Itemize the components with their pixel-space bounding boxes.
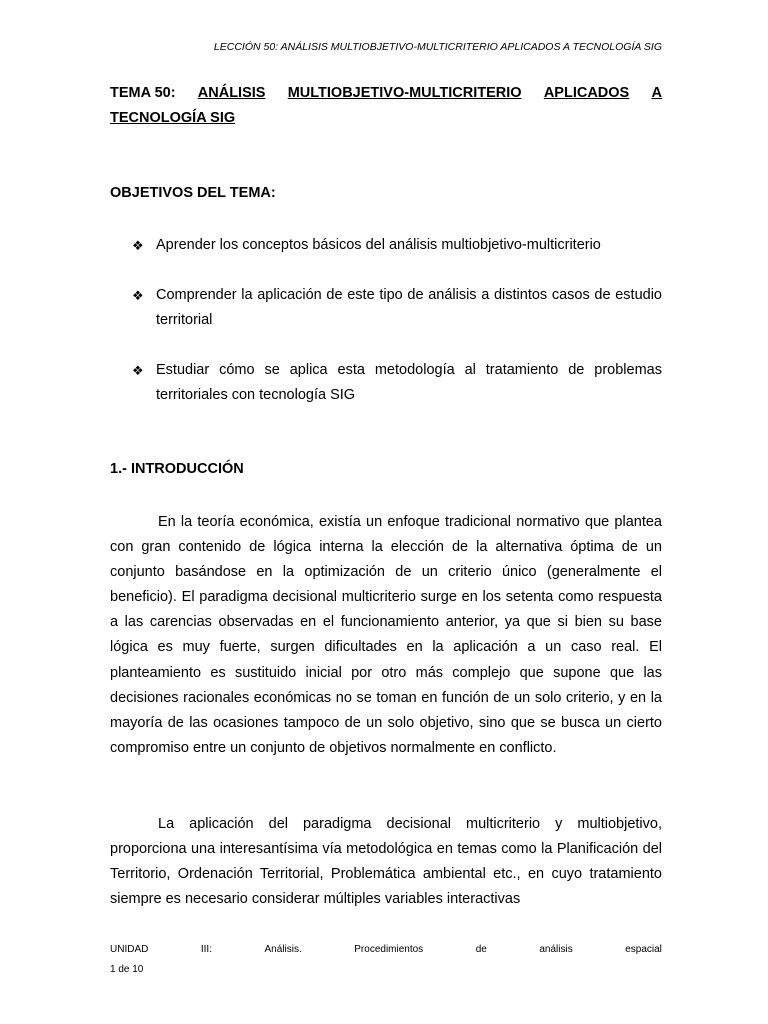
title-first-line: [110, 81, 662, 106]
footer-word: III:: [200, 944, 212, 955]
list-item: [132, 233, 662, 258]
objective-text: Comprender la aplicación de este tipo de análisis a distintos casos de estudio territorial: [156, 287, 662, 328]
objective-text: Aprender los conceptos básicos del análisis multiobjetivo-multicriterio: [156, 237, 601, 253]
objectives-list: [132, 233, 662, 433]
running-header: LECCIÓN 50: ANÁLISIS MULTIOBJETIVO-MULTICRITERIO APLICADOS A TECNOLOGÍA SIG: [213, 41, 662, 53]
diamond-bullet-icon: ❖: [132, 238, 144, 253]
title-word: A: [651, 85, 662, 101]
footer-word: análisis: [539, 944, 573, 955]
paragraph: En la teoría económica, existía un enfoque tradicional normativo que plantea con gran contenido de lógica interna la elección de la alternativa óptima de un conjunto basándose en la optimización de un criterio único (generalmente el beneficio). El paradigma decisional multicriterio surge en los setenta como respuesta a las carencias observadas en el funcionamiento anterior, ya que si bien su base lógica es muy fuerte, surgen dificultades en la aplicación a un caso real. El planteamiento es sustituido inicial por otro más complejo que supone que las decisiones racionales económicas no se toman en función de un solo criterio, y en la mayoría de las ocasiones tampoco de un solo objetivo, sino que se busca un cierto compromiso entre un conjunto de objetivos normalmente en conflicto.: [110, 514, 662, 756]
objective-text: Estudiar cómo se aplica esta metodología al tratamiento de problemas territoriales con tecnología SIG: [156, 362, 662, 403]
diamond-bullet-icon: ❖: [132, 288, 144, 303]
title-word: ANÁLISIS: [197, 85, 266, 101]
footer: [110, 944, 662, 955]
page-number: 1 de 10: [110, 964, 144, 975]
footer-word: Procedimientos: [354, 944, 424, 955]
footer-word: de: [475, 944, 487, 955]
footer-word: Análisis.: [264, 944, 302, 955]
paragraph: La aplicación del paradigma decisional multicriterio y multiobjetivo, proporciona una interesantísima vía metodológica en temas como la Planificación del Territorio, Ordenación Territorial, Problemática ambiental etc., en cuyo tratamiento siempre es necesario considerar múltiples variables interactivas: [110, 816, 662, 908]
title-word: MULTIOBJETIVO-MULTICRITERIO: [287, 85, 522, 101]
section-heading-introduction: 1.- INTRODUCCIÓN: [110, 461, 244, 477]
objectives-heading: OBJETIVOS DEL TEMA:: [110, 185, 276, 201]
footer-word: espacial: [625, 944, 662, 955]
footer-word: UNIDAD: [110, 944, 149, 955]
page-title: [110, 81, 662, 131]
list-item: [132, 358, 662, 408]
title-prefix: TEMA 50:: [110, 85, 176, 101]
title-word: APLICADOS: [543, 85, 630, 101]
title-second-line: TECNOLOGÍA SIG: [110, 110, 236, 126]
list-item: [132, 283, 662, 333]
diamond-bullet-icon: ❖: [132, 363, 144, 378]
